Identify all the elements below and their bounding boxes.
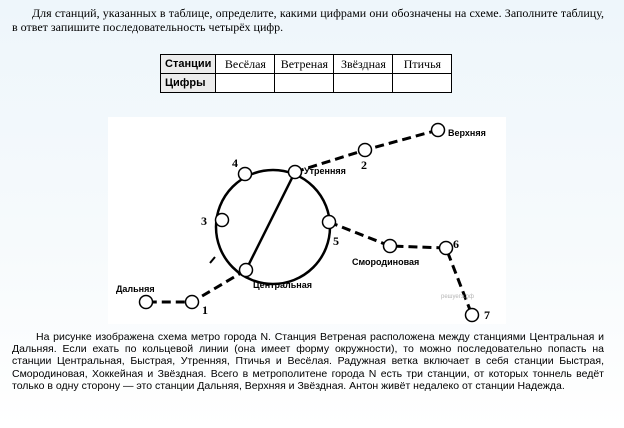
- label-verkhnyaya: Верхняя: [448, 128, 486, 138]
- problem-description: На рисунке изображена схема метро города N. Станция Ветреная расположена между станциями Центральная и Дальняя. Если ехать по кольцевой линии (она имеет форму окружности), то можно последовательно попасть на станции Центральная, Быстрая, Утренняя, Птичья и Весёлая. Радужная ветка включает в себя станции Быстрая, Смородиновая, Хоккейная и Звёздная. Всего в метрополитене города N есть три станции, от которых тоннель ведёт только в одну сторону — это станции Дальняя, Верхняя и Звёздная. Антон живёт недалеко от станции Надежда.: [12, 331, 604, 392]
- station-number-6: 6: [453, 237, 459, 251]
- station-header-3: Звёздная: [334, 55, 393, 74]
- station-header-4: Птичья: [393, 55, 452, 74]
- answer-table: [160, 54, 452, 93]
- station-7-node: [466, 309, 479, 322]
- metro-diagram: [108, 117, 506, 324]
- label-dalnyaya: Дальняя: [116, 284, 155, 294]
- line-to-station-7: [329, 222, 472, 315]
- station-number-4: 4: [232, 156, 238, 170]
- watermark: решуегэ.рф: [441, 294, 474, 300]
- station-2-node: [359, 144, 372, 157]
- station-number-2: 2: [361, 158, 367, 172]
- station-utrennyaya-node: [289, 166, 302, 179]
- label-tsentralnaya: Центральная: [253, 280, 312, 290]
- station-header-2: Ветреная: [275, 55, 334, 74]
- label-smorodinovaya: Смородиновая: [352, 257, 420, 267]
- table-header-label: Станции: [161, 55, 216, 74]
- station-number-1: 1: [202, 303, 208, 317]
- station-3-node: [216, 214, 229, 227]
- station-tsentralnaya-node: [240, 264, 253, 277]
- answer-cell-1[interactable]: [216, 74, 275, 93]
- station-smorodinovaya-node: [384, 240, 397, 253]
- diameter-line: [246, 172, 295, 270]
- tick-mark: [210, 257, 215, 263]
- station-1-node: [186, 296, 199, 309]
- station-dalnyaya-node: [140, 296, 153, 309]
- station-6-node: [440, 242, 453, 255]
- metro-map-svg: [108, 117, 506, 324]
- station-header-1: Весёлая: [216, 55, 275, 74]
- answer-cell-2[interactable]: [275, 74, 334, 93]
- table-row-label: Цифры: [161, 74, 216, 93]
- answer-cell-3[interactable]: [334, 74, 393, 93]
- station-5-node: [323, 216, 336, 229]
- station-verkhnyaya-node: [432, 124, 445, 137]
- station-number-7: 7: [484, 308, 490, 322]
- table-header-row: [161, 55, 452, 74]
- table-answer-row: [161, 74, 452, 93]
- station-4-node: [239, 168, 252, 181]
- answer-cell-4[interactable]: [393, 74, 452, 93]
- ring-line: [216, 170, 330, 284]
- station-number-3: 3: [201, 214, 207, 228]
- station-number-5: 5: [333, 234, 339, 248]
- task-instruction: Для станций, указанных в таблице, определите, какими цифрами они обозначены на схеме. Заполните таблицу, в ответ запишите последовательность четырёх цифр.: [12, 6, 604, 34]
- label-utrennyaya: Утренняя: [304, 166, 346, 176]
